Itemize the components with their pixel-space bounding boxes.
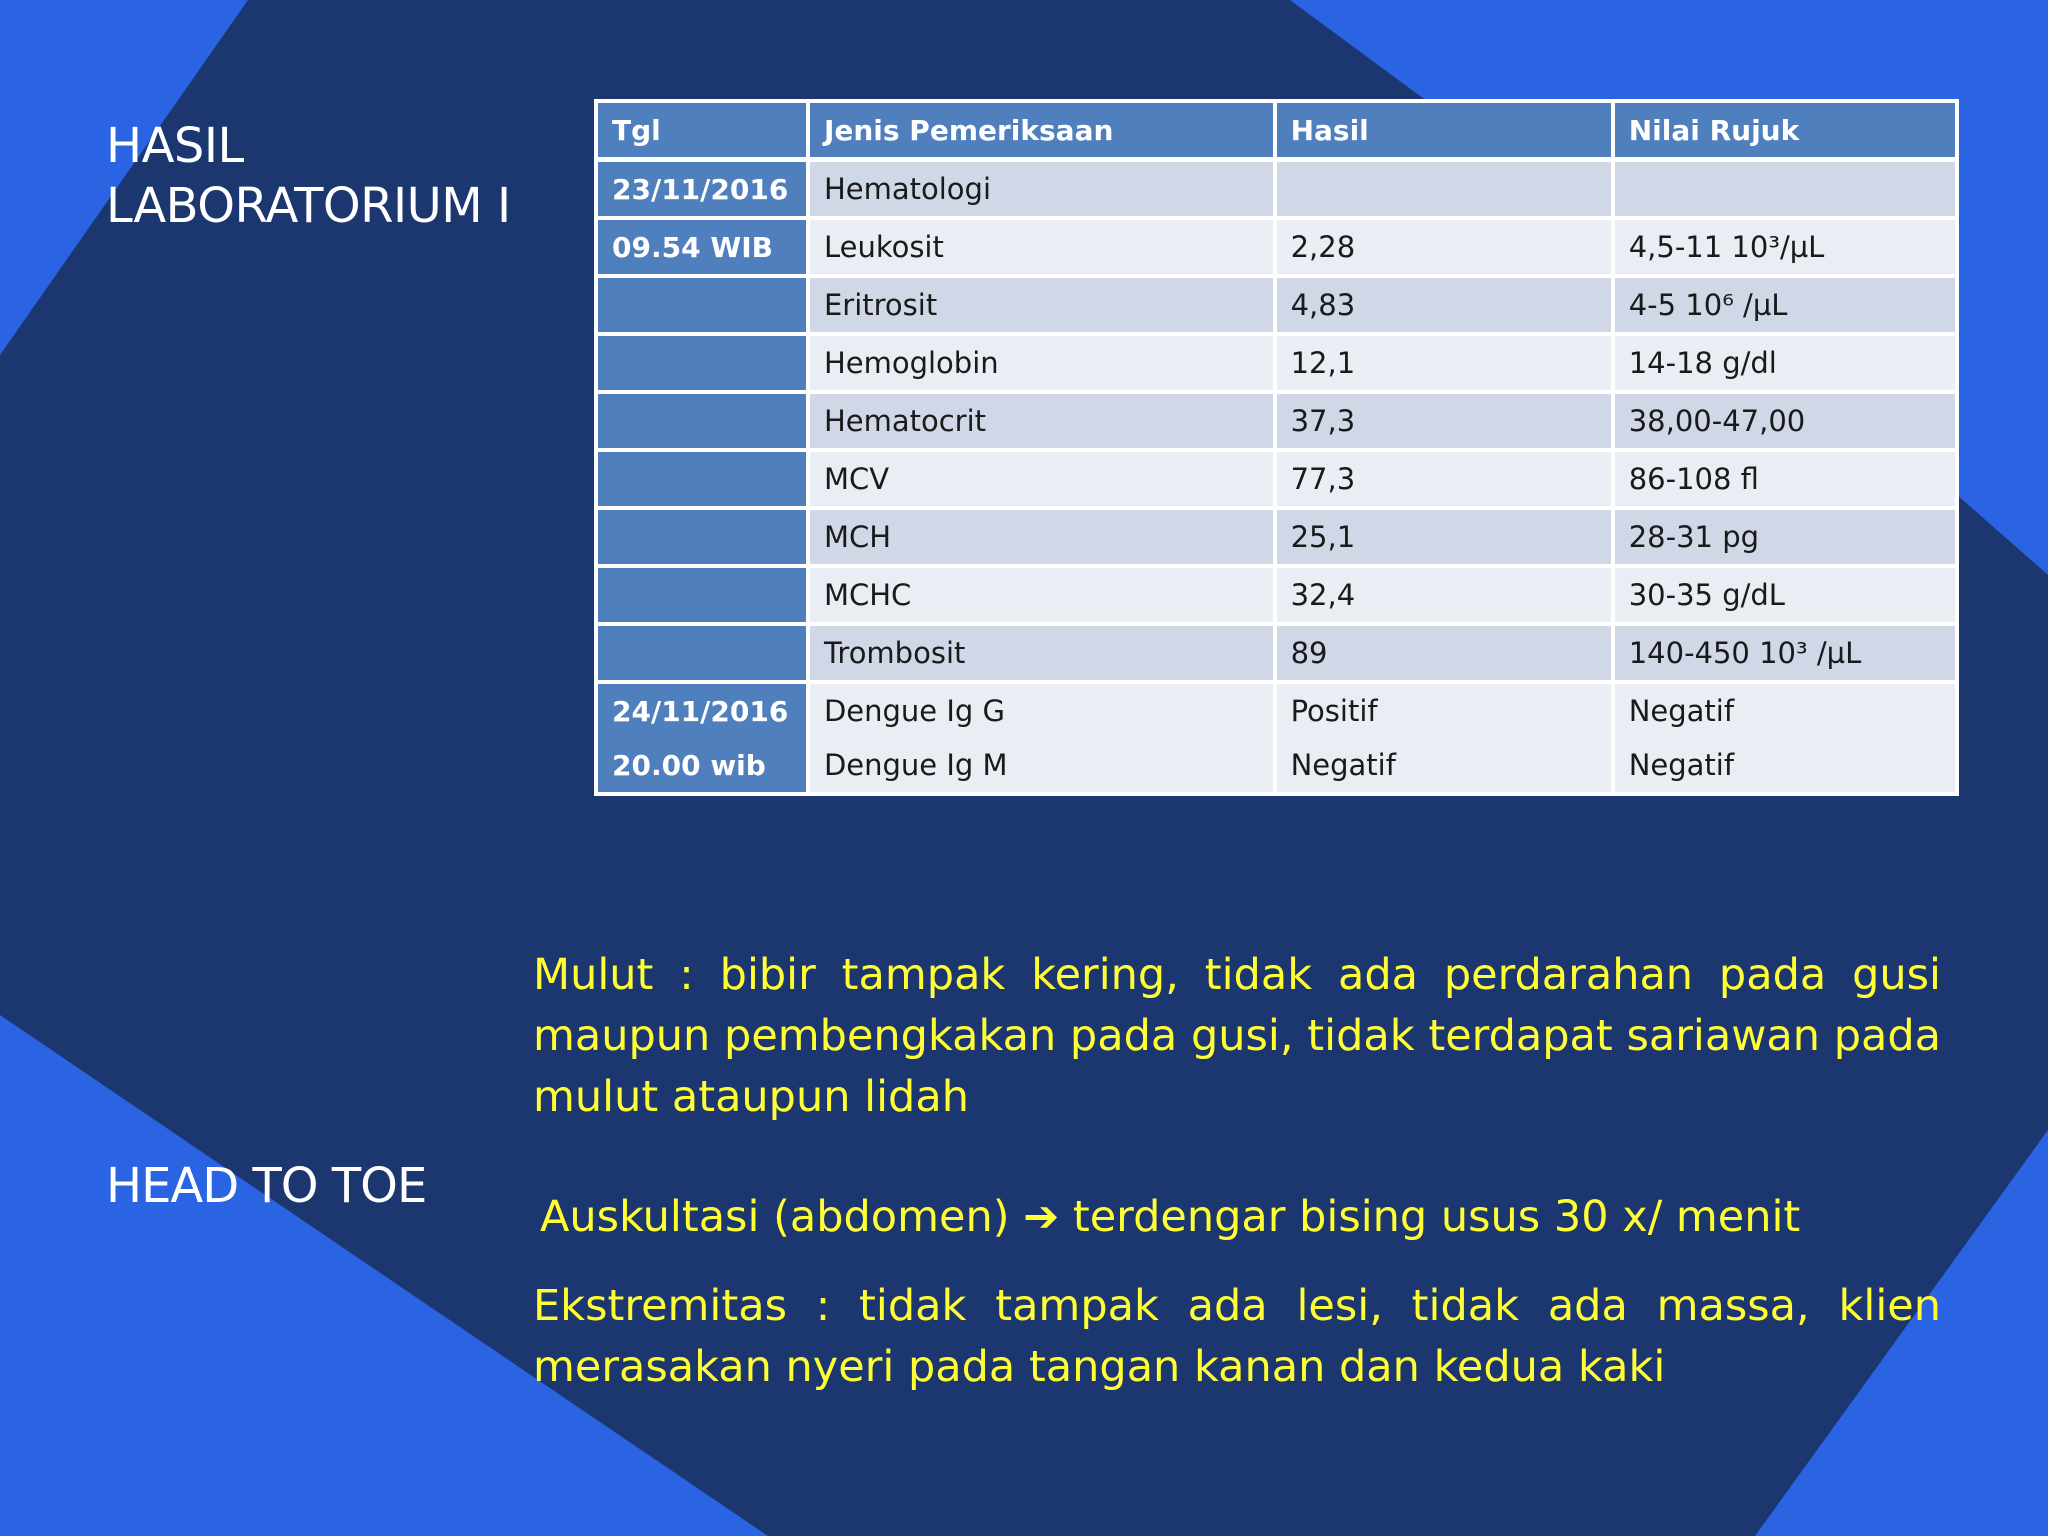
cell-tgl (596, 508, 808, 566)
finding-mulut: Mulut : bibir tampak kering, tidak ada perdarahan pada gusi maupun pembengkakan pada gusi, tidak terdapat sariawan pada mulut ataupun lidah (533, 950, 1941, 1122)
head-to-toe-label: HEAD TO TOE (106, 1158, 427, 1214)
slide-title-line-1: HASIL (106, 118, 244, 174)
cell-nilai: 38,00-47,00 (1613, 392, 1957, 450)
cell-hasil: 12,1 (1275, 334, 1613, 392)
cell-nilai: 86-108 fl (1613, 450, 1957, 508)
auskultasi-text-before: Auskultasi (abdomen) (540, 1192, 1024, 1242)
cell-jenis: MCH (808, 508, 1275, 566)
header-jenis-pemeriksaan: Jenis Pemeriksaan (808, 101, 1275, 160)
cell-hasil: 4,83 (1275, 276, 1613, 334)
cell-nilai: 30-35 g/dL (1613, 566, 1957, 624)
table-row (596, 392, 1957, 450)
cell-jenis: Eritrosit (808, 276, 1275, 334)
table-row (596, 682, 1957, 738)
table-header-row (596, 101, 1957, 160)
finding-ekstremitas: Ekstremitas : tidak tampak ada lesi, tidak ada massa, klien merasakan nyeri pada tangan kanan dan kedua kaki (533, 1281, 1941, 1392)
table-row (596, 508, 1957, 566)
cell-hasil (1275, 160, 1613, 219)
cell-tgl: 20.00 wib (596, 738, 808, 794)
cell-jenis: MCHC (808, 566, 1275, 624)
cell-hasil: Positif (1275, 682, 1613, 738)
right-arrow-icon: ➔ (1023, 1192, 1060, 1242)
cell-nilai (1613, 160, 1957, 219)
header-hasil: Hasil (1275, 101, 1613, 160)
table-row (596, 218, 1957, 276)
cell-nilai: Negatif (1613, 682, 1957, 738)
cell-tgl (596, 334, 808, 392)
cell-jenis: Trombosit (808, 624, 1275, 682)
cell-jenis: Hemoglobin (808, 334, 1275, 392)
cell-tgl (596, 450, 808, 508)
header-tgl: Tgl (596, 101, 808, 160)
cell-hasil: 37,3 (1275, 392, 1613, 450)
cell-jenis: Hematologi (808, 160, 1275, 219)
cell-nilai: 14-18 g/dl (1613, 334, 1957, 392)
table-row (596, 624, 1957, 682)
cell-nilai: 4,5-11 10³/µL (1613, 218, 1957, 276)
cell-tgl: 09.54 WIB (596, 218, 808, 276)
cell-jenis: Hematocrit (808, 392, 1275, 450)
cell-hasil: 32,4 (1275, 566, 1613, 624)
slide-title-line-2: LABORATORIUM I (106, 178, 511, 234)
cell-nilai: Negatif (1613, 738, 1957, 794)
finding-auskultasi (540, 1187, 1800, 1248)
cell-jenis: Dengue Ig G (808, 682, 1275, 738)
cell-jenis: Leukosit (808, 218, 1275, 276)
cell-hasil: 2,28 (1275, 218, 1613, 276)
lab-results-table (594, 99, 1959, 796)
auskultasi-text-after: terdengar bising usus 30 x/ menit (1059, 1192, 1801, 1242)
slide-title (106, 116, 511, 236)
cell-hasil: 89 (1275, 624, 1613, 682)
cell-tgl: 24/11/2016 (596, 682, 808, 738)
table-row (596, 738, 1957, 794)
table-row (596, 276, 1957, 334)
cell-hasil: Negatif (1275, 738, 1613, 794)
table-row (596, 334, 1957, 392)
cell-nilai: 140-450 10³ /µL (1613, 624, 1957, 682)
table-row (596, 160, 1957, 219)
table-row (596, 566, 1957, 624)
cell-tgl (596, 566, 808, 624)
cell-jenis: Dengue Ig M (808, 738, 1275, 794)
cell-tgl (596, 624, 808, 682)
cell-hasil: 25,1 (1275, 508, 1613, 566)
cell-tgl (596, 392, 808, 450)
header-nilai-rujuk: Nilai Rujuk (1613, 101, 1957, 160)
cell-tgl (596, 276, 808, 334)
cell-nilai: 28-31 pg (1613, 508, 1957, 566)
cell-tgl: 23/11/2016 (596, 160, 808, 219)
table-row (596, 450, 1957, 508)
cell-hasil: 77,3 (1275, 450, 1613, 508)
cell-jenis: MCV (808, 450, 1275, 508)
cell-nilai: 4-5 10⁶ /µL (1613, 276, 1957, 334)
